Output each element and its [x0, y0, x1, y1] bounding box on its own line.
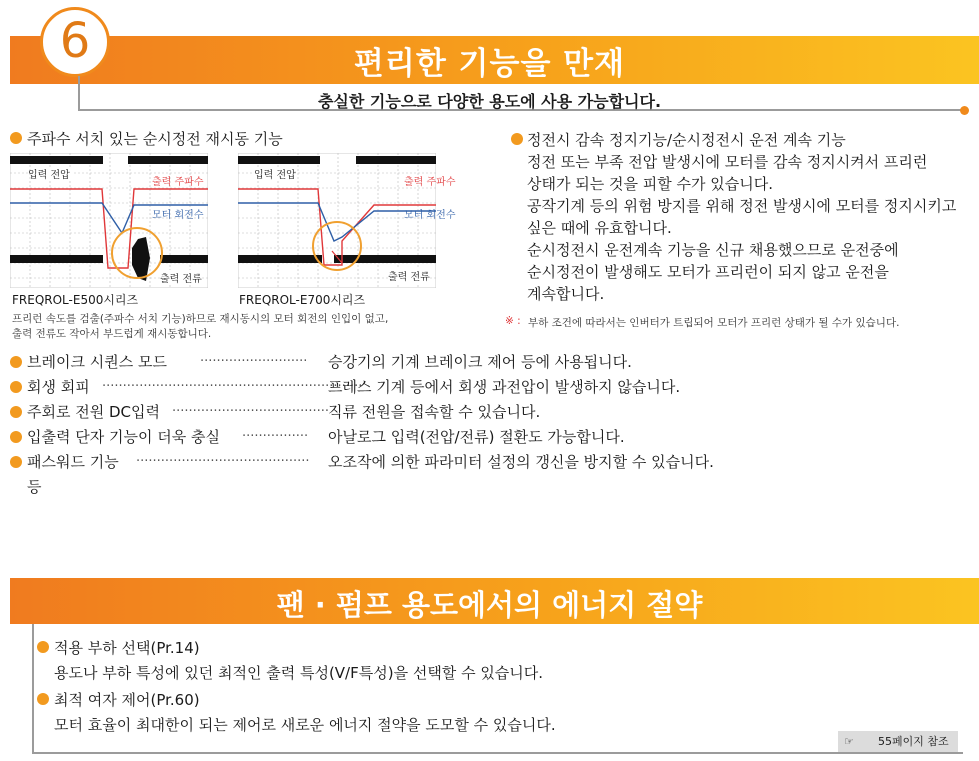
feature-heading: 최적 여자 제어(Pr.60) [54, 691, 200, 709]
feature-description: 정전 또는 부족 전압 발생시에 모터를 감속 정지시켜서 프리런 상태가 되는 것을 피할 수가 있습니다. 공작기계 등의 위험 방지를 위해 정전 발생시에 모터를 정지시키고 싶은 때에 유효합니다. 순시정전시 운전계속 기능을 신규 채용했으므로 운전중에 순시정전이 발생해도 모터가 프리런이 되지 않고 운전을 계속합니다. [527, 153, 957, 303]
chart-caption-e500: FREQROL-E500시리즈 [12, 293, 139, 307]
chart-label-output-current: 출력 전류 [160, 270, 202, 285]
section-subtitle: 충실한 기능으로 다양한 용도에 사용 가능합니다. [317, 92, 662, 111]
feature-list [10, 351, 770, 501]
chart-label-motor-speed: 모터 회전수 [152, 210, 204, 221]
bullet-icon [511, 133, 523, 145]
bullet-icon [37, 693, 49, 705]
bullet-icon [37, 641, 49, 653]
list-item: 회생 회피 ······························································· 프레스 기계 등에서 회생 과전압이 발생하지 않습니다. [10, 376, 770, 401]
chart-label-output-frequency: 출력 주파수 [152, 177, 204, 188]
chart-label-input-voltage: 입력 전압 [28, 170, 70, 181]
list-item: 패스워드 기능 ·········································· 오조작에 의한 파라미터 설정의 갱신을 방지할 수 있습니다. [10, 451, 770, 476]
list-item: 입출력 단자 기능이 더욱 충실 ················ 아날로그 입력(전압/전류) 절환도 가능합니다. [10, 426, 770, 451]
chart-label-input-voltage: 입력 전압 [254, 170, 296, 181]
pointing-hand-icon: ☞ [844, 735, 854, 748]
bullet-icon [10, 356, 22, 368]
chart-label-motor-speed: 모터 회전수 [404, 210, 456, 221]
section-number-badge: 6 [40, 7, 110, 77]
list-item: 브레이크 시퀀스 모드 ·························· 승강기의 기계 브레이크 제어 등에 사용됩니다. [10, 351, 770, 376]
feature-heading: 적용 부하 선택(Pr.14) [54, 639, 200, 657]
list-item: 주회로 전원 DC입력 ······································ 직류 전원을 접속할 수 있습니다. [10, 401, 770, 426]
bullet-icon [10, 381, 22, 393]
feature-heading: 정전시 감속 정지기능/순시정전시 운전 계속 기능 [527, 131, 846, 149]
bullet-icon [10, 456, 22, 468]
section-title: 편리한 기능을 만재 [353, 46, 626, 82]
bullet-icon [10, 431, 22, 443]
chart-label-output-current: 출력 전류 [388, 268, 430, 283]
section-title: 팬 · 펌프 용도에서의 에너지 절약 [276, 588, 703, 622]
bullet-icon [10, 132, 22, 144]
bullet-icon [10, 406, 22, 418]
note-text: 부하 조건에 따라서는 인버터가 트립되어 모터가 프리런 상태가 될 수가 있습니다. [528, 317, 900, 329]
list-item: 등 [27, 478, 42, 496]
feature-heading: 주파수 서치 있는 순시정전 재시동 기능 [27, 130, 283, 148]
chart-label-output-frequency: 출력 주파수 [404, 177, 456, 188]
feature-description: 모터 효율이 최대한이 되는 제어로 새로운 에너지 절약을 도모할 수 있습니다. [54, 716, 556, 734]
feature-description: 용도나 부하 특성에 있던 최적인 출력 특성(V/F특성)을 선택할 수 있습니다. [54, 664, 544, 682]
note-mark: ※ : [505, 315, 521, 327]
chart-caption-e700: FREQROL-E700시리즈 [239, 293, 366, 307]
chart-note: 출력 전류도 작아서 부드럽게 재시동합니다. [12, 328, 212, 340]
page-reference: ☞ 55페이지 참조 [838, 731, 958, 752]
chart-note: 프리런 속도를 검출(주파수 서치 기능)하므로 재시동시의 모터 회전의 인입이 없고, [12, 313, 389, 325]
